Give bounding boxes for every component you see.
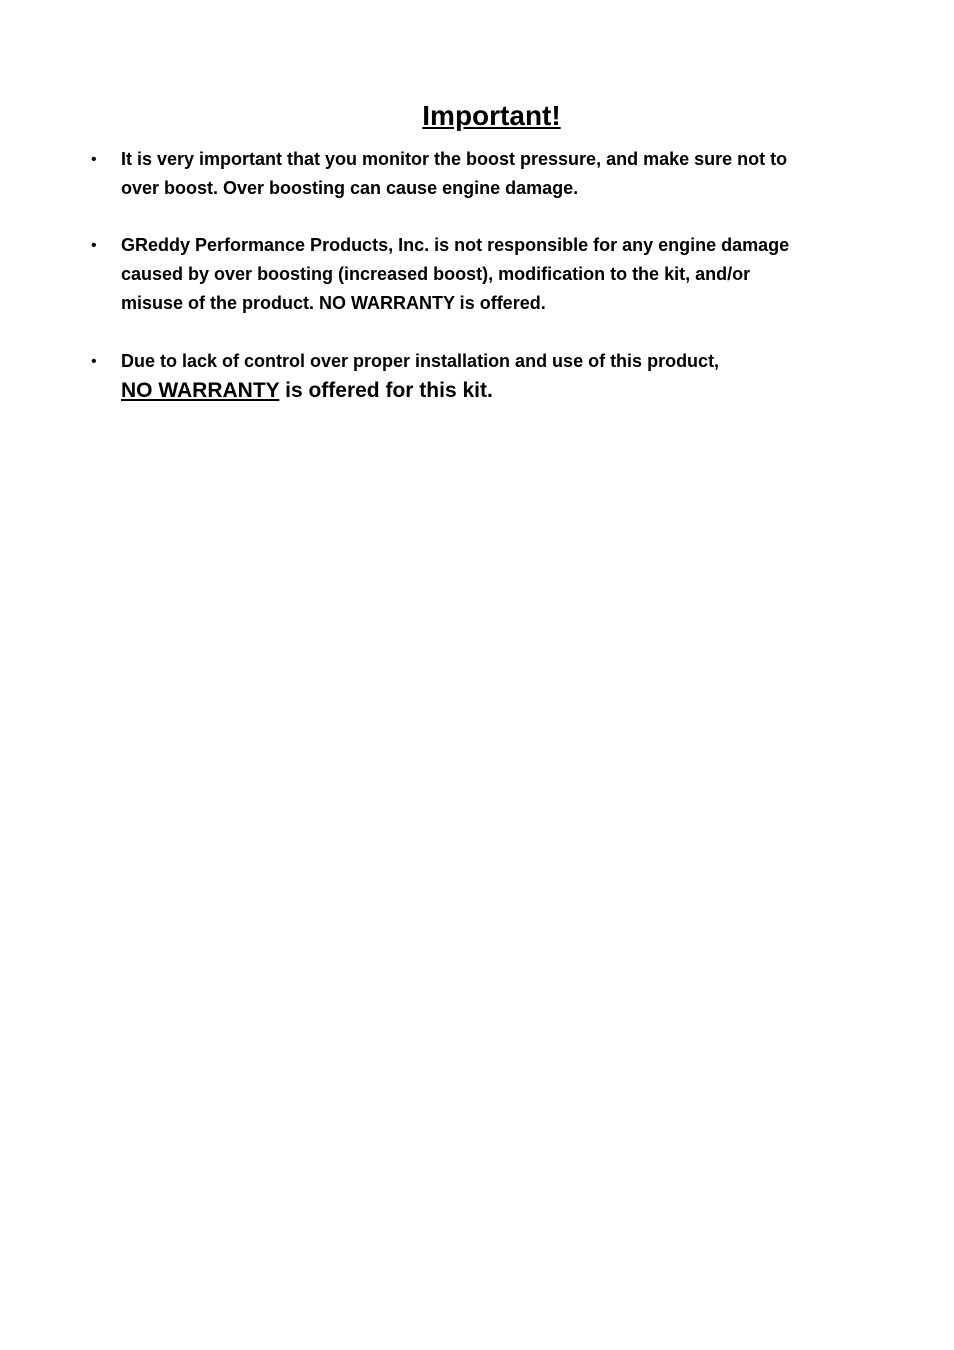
text-line: Due to lack of control over proper installation and use of this product, [121, 351, 720, 371]
text-line: caused by over boosting (increased boost), modification to the kit, and/or [121, 264, 751, 284]
text-line: It is very important that you monitor the boost pressure, and make sure not to [121, 149, 788, 169]
warranty-statement-rest: is offered for this kit. [279, 379, 493, 402]
bullet-icon: • [91, 353, 97, 370]
warranty-statement [121, 376, 851, 405]
list-item-text [121, 347, 851, 405]
no-warranty-emphasis: NO WARRANTY [121, 379, 280, 402]
list-item-text [121, 145, 851, 203]
bullet-icon: • [91, 237, 97, 254]
page-title: Important! [422, 100, 561, 131]
text-line: over boost. Over boosting can cause engine damage. [121, 178, 579, 198]
text-line: misuse of the product. NO WARRANTY is offered. [121, 293, 546, 313]
bullet-icon: • [91, 151, 97, 168]
list-item-text [121, 231, 851, 318]
text-line: GReddy Performance Products, Inc. is not responsible for any engine damage [121, 235, 790, 255]
